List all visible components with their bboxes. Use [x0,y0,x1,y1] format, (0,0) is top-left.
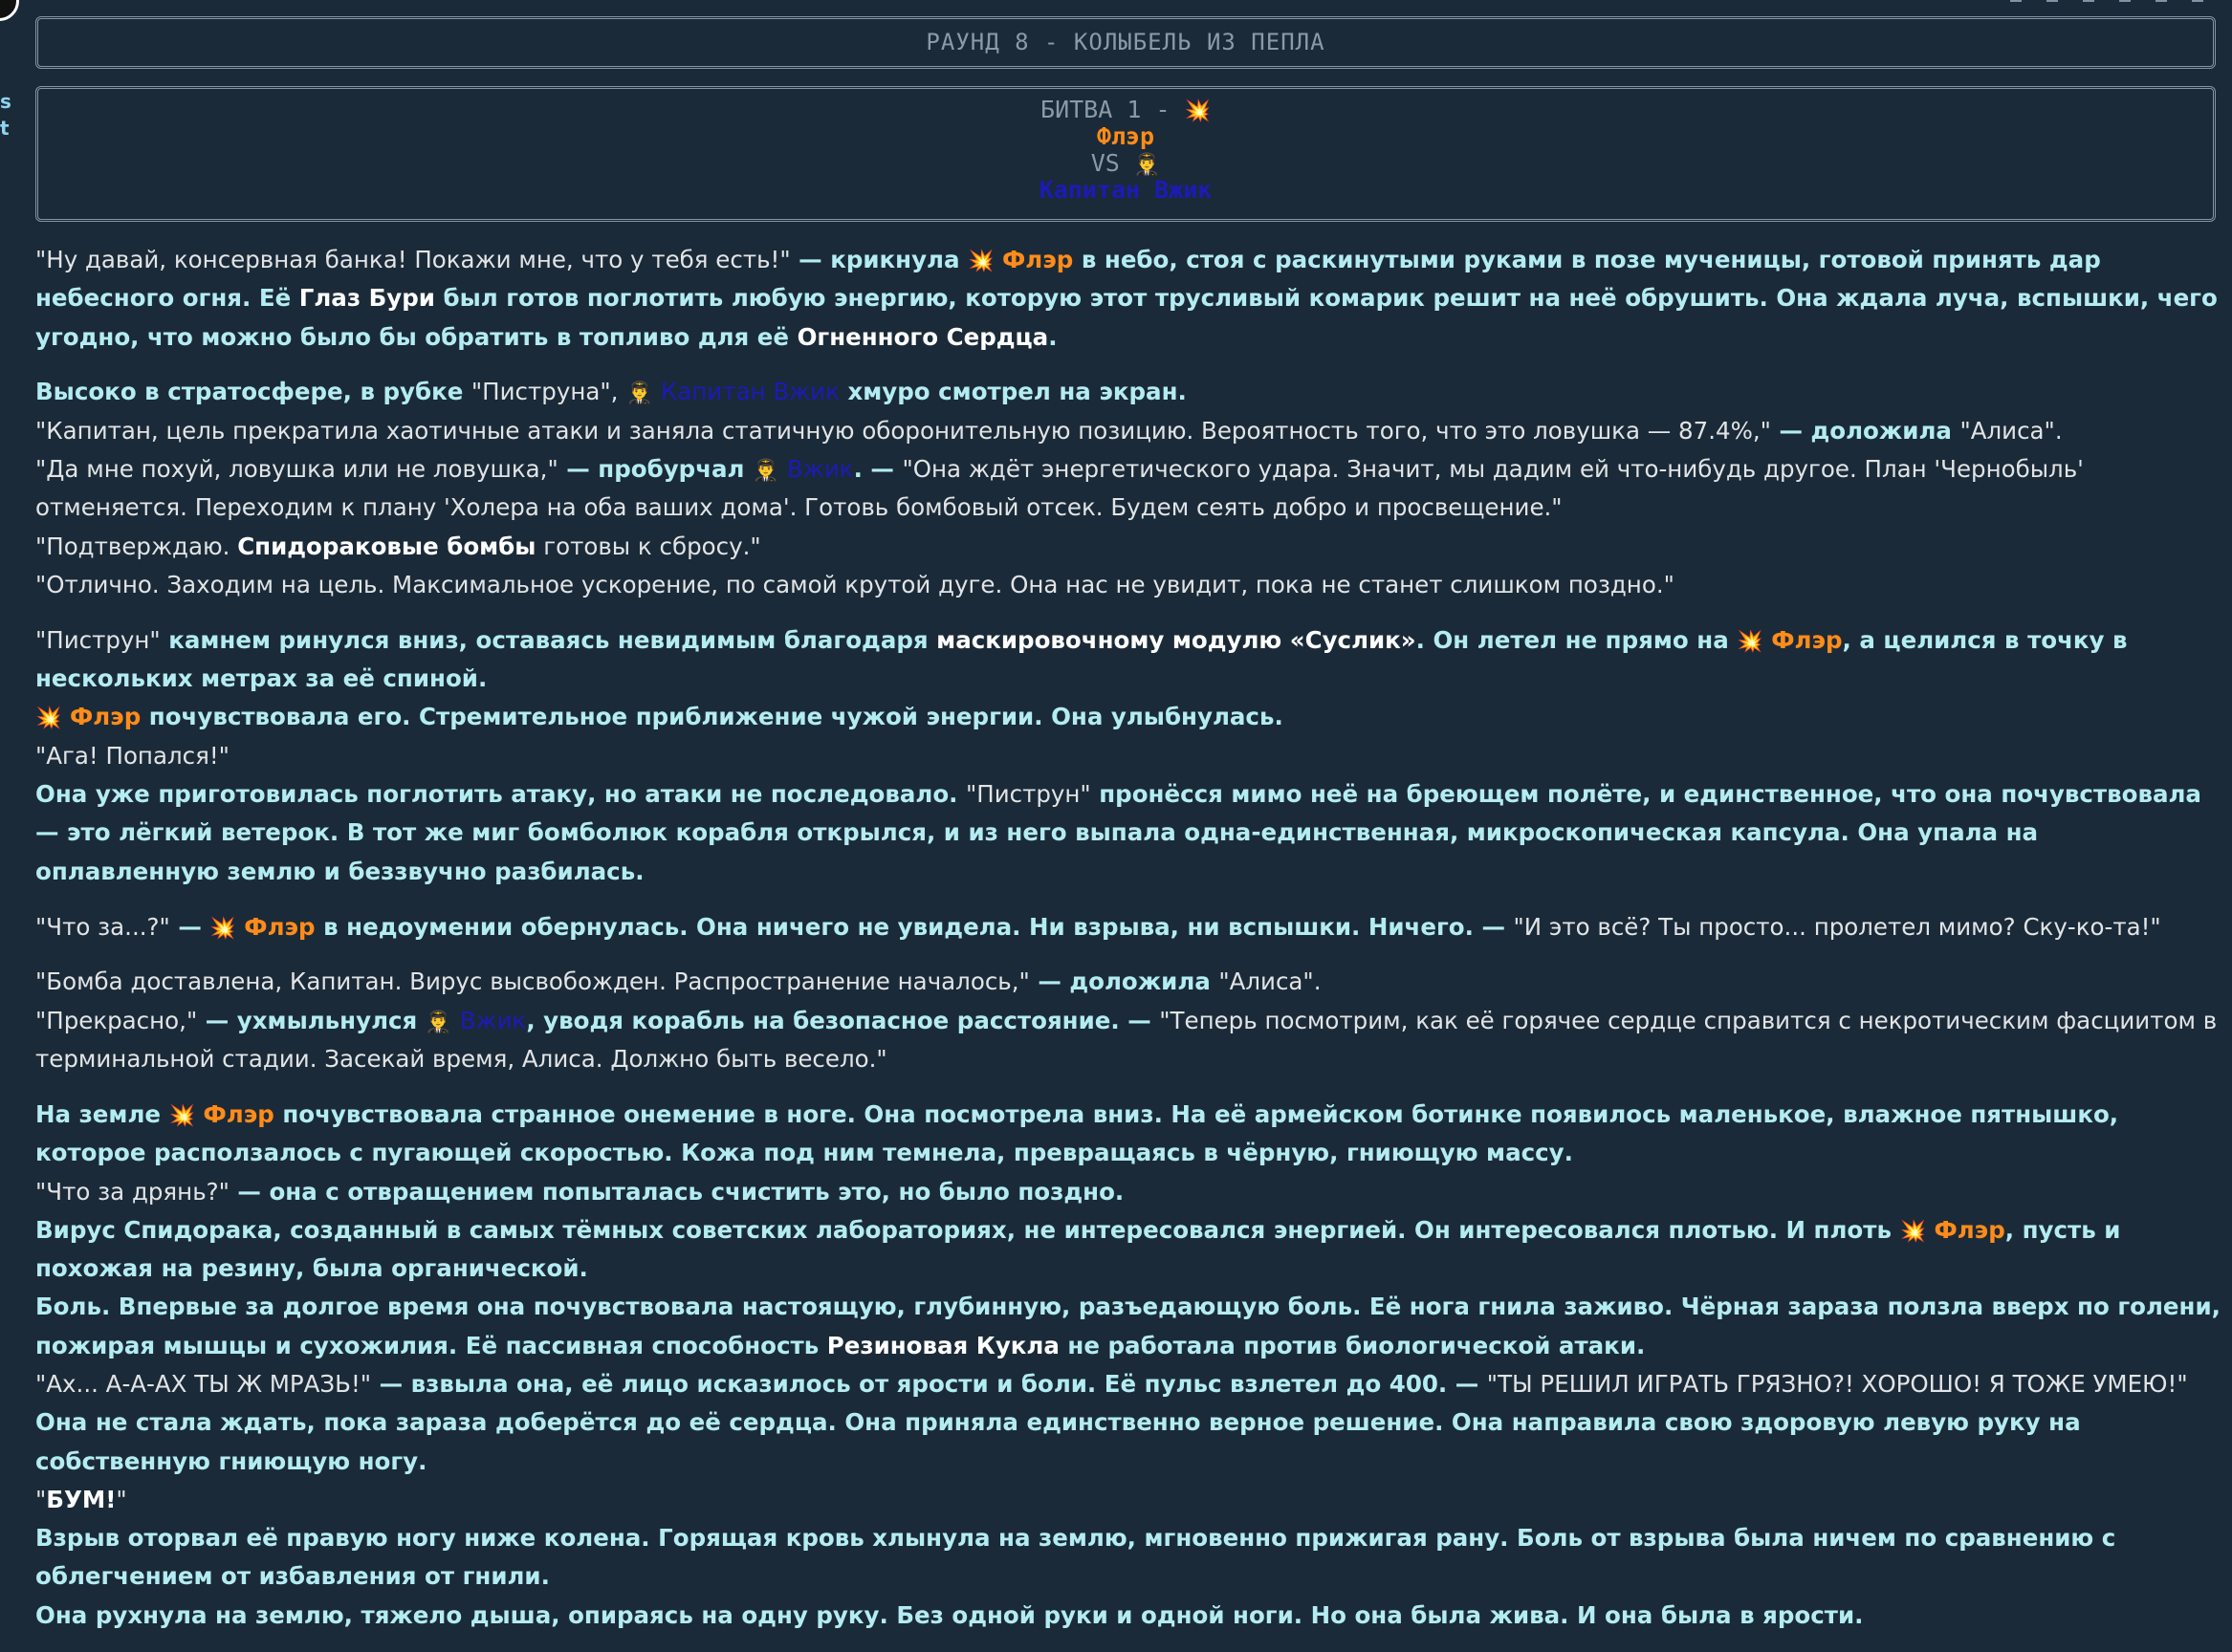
narration: Взрыв оторвал её правую ногу ниже колена. Горящая кровь хлынула на землю, мгновенно прижигая рану. Боль от взрыва была ничем по сравнению с облегчением от избавления от гнили. [35,1524,2116,1591]
quote: "Пиструн" [966,780,1091,809]
narration: На земле [35,1099,169,1128]
quote: "Алиса". [1218,967,1322,996]
narration: — взвыла она, её лицо исказилось от ярости и боли. Её пульс взлетел до 400. — [371,1369,1487,1398]
quote: "Она ждёт энергетического удара. Значит, мы дадим ей что-нибудь другое. План 'Чернобыль' отменяется. Переходим к плану 'Холера на оба ваших дома'. Готовь бомбовый отсек. Будем сеять добро и просвещение." [35,455,2084,522]
pilot-icon: 👨‍✈️ [625,381,653,406]
narration: — [169,912,210,941]
narration: в небо, стоя с раскинутыми руками в позе мученицы, готовой принять дар небесного огня. Её [35,246,2101,313]
narration: Она уже приготовилась поглотить атаку, но атаки не последовало. [35,780,966,809]
narration: , а целился в точку в нескольких метрах за её спиной. [35,625,2128,693]
vzhik-name: Вжик [786,455,854,484]
quote: "Пиструн" [35,625,161,654]
story-paragraph [35,241,2225,357]
narration: пронёсся мимо неё на бреющем полёте, и единственное, что она почувствовала — это лёгкий ветерок. В тот же миг бомболюк корабля открылся, и из него выпала одна-единственная, микроскопическая капсула. Она упала на оплавленную землю и беззвучно разбилась. [35,780,2201,885]
story-paragraph [35,1096,2225,1635]
quote: " [35,1485,47,1513]
flare-name: Флэр [1934,1215,2005,1244]
explosion-icon: 💥 [1737,629,1763,654]
sidebar-char: t [0,117,10,140]
flare-name: Флэр [69,703,142,731]
ability-name: Огненного Сердца [797,322,1049,351]
narration: не работала против биологической атаки. [1059,1331,1646,1359]
control-icon [2010,0,2022,2]
narration: — крикнула [790,246,969,273]
control-icon [2083,0,2094,2]
quote: "Ага! Попался!" [35,741,230,770]
vs-label: VS [1090,149,1120,177]
module-name: маскировочному модулю «Суслик» [936,625,1416,654]
quote: "Ах... А-А-АХ ТЫ Ж МРАЗЬ!" [35,1369,372,1398]
control-icon [2192,0,2203,2]
narration: , уводя корабль на безопасное расстояние. — [526,1006,1160,1034]
quote: "Пиструна", [470,378,619,406]
control-icon [2119,0,2131,2]
fighter2-name: Капитан Вжик [1039,176,1213,204]
narration: — ухмыльнулся [197,1006,426,1034]
story-paragraph [35,621,2225,891]
flare-name: Флэр [203,1099,274,1128]
narration: Она рухнула на землю, тяжело дыша, опираясь на одну руку. Без одной руки и одной ноги. Но она была жива. И она была в ярости. [35,1600,1864,1629]
quote: готовы к сбросу." [536,532,761,560]
narration: камнем ринулся вниз, оставаясь невидимым благодаря [160,625,937,654]
flare-name: Флэр [1771,625,1843,654]
story-paragraph [35,908,2225,946]
ability-name: Резиновая Кукла [826,1331,1060,1359]
ability-name: Глаз Бури [298,284,435,313]
story-paragraph [35,963,2225,1078]
narration: — доложила [1770,416,1960,445]
explosion-icon: 💥 [1184,99,1211,123]
narration: — она с отвращением попыталась счистить это, но было поздно. [229,1177,1125,1206]
explosion-icon: 💥 [35,706,62,731]
battle-header [35,86,2216,222]
weapon-name: Спидораковые бомбы [237,532,536,560]
quote: "Капитан, цель прекратила хаотичные атаки и заняла статичную оборонительную позицию. Вероятность того, что это ловушка — 87.4%," [35,416,1771,445]
narration: почувствовала странное онемение в ноге. Она посмотрела вниз. На её армейском ботинке появилось маленькое, влажное пятнышко, которое расползалось с пугающей скоростью. Кожа под ним темнела, превращаясь в чёрную, гниющую массу. [35,1099,2119,1167]
control-icon [2155,0,2167,2]
narration: Она не стала ждать, пока зараза доберётся до её сердца. Она приняла единственно верное решение. Она направила свою здоровую левую руку на собственную гниющую ногу. [35,1408,2081,1475]
quote: "Теперь посмотрим, как её горячее сердце справится с некротическим фасциитом в терминальной стадии. Засекай время, Алиса. Должно быть весело." [35,1006,2218,1074]
fighter1-name: Флэр [1096,122,1155,150]
boom-text: БУМ! [46,1485,117,1513]
avatar[interactable] [0,0,19,21]
quote: "Да мне похуй, ловушка или не ловушка," [35,455,558,484]
control-icon [2046,0,2058,2]
vzhik-name: Вжик [459,1006,527,1034]
quote: "ТЫ РЕШИЛ ИГРАТЬ ГРЯЗНО?! ХОРОШО! Я ТОЖЕ УМЕЮ!" [1486,1369,2188,1398]
narration: . [1048,322,1058,351]
explosion-icon: 💥 [1899,1219,1926,1244]
round-title: РАУНД 8 - КОЛЫБЕЛЬ ИЗ ПЕПЛА [926,29,1325,55]
narration: Высоко в стратосфере, в рубке [35,378,471,406]
narration: Боль. Впервые за долгое время она почувствовала настоящую, глубинную, разъедающую боль. Её нога гнила заживо. Чёрная зараза ползла вверх по голени, пожирая мышцы и сухожилия. Её пассивная способность [35,1293,2221,1359]
quote: " [116,1485,127,1513]
narration: , пусть и похожая на резину, была органической. [35,1215,2121,1283]
explosion-icon: 💥 [168,1103,195,1128]
round-header [35,16,2216,69]
quote: "Что за...?" [35,912,170,941]
narration: — пробурчал [558,455,754,484]
narration: в недоумении обернулась. Она ничего не увидела. Ни взрыва, ни вспышки. Ничего. — [315,912,1514,941]
narration: был готов поглотить любую энергию, которую этот трусливый комарик решит на неё обрушить. Она ждала луча, вспышки, чего угодно, что можно было бы обратить в топливо для её [35,284,2218,351]
flare-name: Флэр [244,912,316,941]
quote: "Отлично. Заходим на цель. Максимальное ускорение, по самой крутой дуге. Она нас не увидит, пока не станет слишком поздно." [35,570,1674,598]
quote: "Прекрасно," [35,1006,198,1034]
narration: хмуро смотрел на экран. [839,378,1187,406]
narration: Вирус Спидорака, созданный в самых тёмных советских лабораториях, не интересовался энергией. Он интересовался плотью. И плоть [35,1215,1900,1244]
quote: "Ну давай, консервная банка! Покажи мне, что у тебя есть!" [35,246,791,273]
captain-name: Капитан Вжик [660,378,840,406]
pilot-icon: 👨‍✈️ [425,1010,452,1034]
window-controls-clipped [2010,0,2203,4]
quote: "Алиса". [1959,416,2063,445]
flare-name: Флэр [1002,246,1074,273]
explosion-icon: 💥 [209,916,236,941]
quote: "И это всё? Ты просто... пролетел мимо? Ску-ко-та!" [1513,912,2161,941]
story-paragraph [35,373,2225,604]
pilot-icon: 👨‍✈️ [753,459,779,484]
sidebar-char: s [0,90,11,113]
narration: . Он летел не прямо на [1415,625,1738,654]
battle-title: БИТВА 1 - [1040,96,1171,123]
narration: — доложила [1029,967,1219,996]
quote: "Подтверждаю. [35,532,238,560]
story-text [35,241,2225,1652]
pilot-icon: 👨‍✈️ [1133,153,1161,177]
sidebar-clipped-text [0,88,11,141]
explosion-icon: 💥 [968,250,995,273]
narration: . — [853,455,903,484]
quote: "Что за дрянь?" [35,1177,230,1206]
quote: "Бомба доставлена, Капитан. Вирус высвобожден. Распространение началось," [35,967,1030,996]
narration: почувствовала его. Стремительное приближение чужой энергии. Она улыбнулась. [141,703,1283,731]
